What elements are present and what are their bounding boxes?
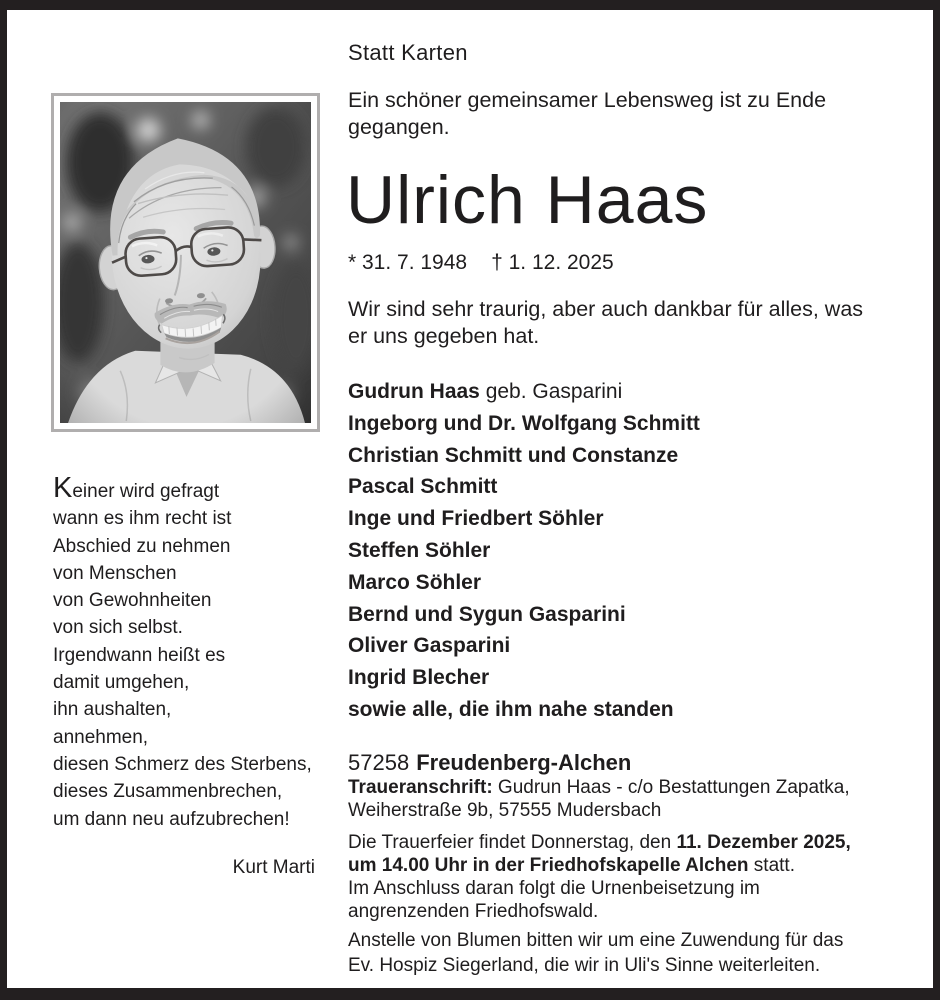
mourner-item: Bernd und Sygun Gasparini [348, 602, 626, 626]
mourner-item: Ingeborg und Dr. Wolfgang Schmitt [348, 411, 700, 435]
statt-karten-note: Statt Karten [348, 40, 468, 65]
mourner-item: Inge und Friedbert Söhler [348, 507, 604, 531]
funeral-date: 11. Dezember 2025, [676, 832, 851, 853]
poem-line: annehmen, [53, 726, 149, 748]
mourner-item: Pascal Schmitt [348, 475, 498, 499]
funeral-text: Im Anschluss daran folgt die Urnenbeisetzung im [348, 878, 760, 899]
gratitude-text: Wir sind sehr traurig, aber auch dankbar für alles, was er uns gegeben hat. [348, 297, 864, 348]
mourners-list [348, 376, 908, 726]
mourner-widow-maiden-name: geb. Gasparini [479, 380, 623, 403]
deceased-name: Ulrich Haas [346, 162, 709, 238]
mourner-widow-name: Gudrun Haas [348, 380, 480, 403]
poem-line: Abschied zu nehmen [53, 535, 231, 557]
mourner-item: sowie alle, die ihm nahe standen [348, 697, 674, 721]
intro-text: Ein schöner gemeinsamer Lebensweg ist zu Ende gegangen. [348, 88, 827, 139]
funeral-text: angrenzenden Friedhofswald. [348, 901, 599, 922]
poem-line: von sich selbst. [53, 617, 183, 639]
poem-first-line: einer wird gefragt [72, 481, 220, 502]
photo-vignette [60, 102, 311, 423]
mourning-address [348, 776, 893, 822]
portrait-photo-frame [51, 93, 320, 432]
poem-line: um dann neu aufzubrechen! [53, 808, 290, 830]
life-dates [348, 251, 614, 275]
mourner-item: Steffen Söhler [348, 538, 491, 562]
poem-line: von Gewohnheiten [53, 590, 212, 612]
mourner-item: Christian Schmitt und Constanze [348, 443, 679, 467]
donation-line: Anstelle von Blumen bitten wir um eine Zuwendung für das [348, 930, 844, 951]
funeral-text: statt. [748, 855, 795, 876]
mourner-item: Ingrid Blecher [348, 666, 490, 690]
donation-line: Ev. Hospiz Siegerland, die wir in Uli's Sinne weiterleiten. [348, 954, 821, 976]
mourning-address-value: Gudrun Haas - c/o Bestattungen Zapatka, Weiherstraße 9b, 57555 Mudersbach [348, 777, 850, 821]
funeral-time-place: um 14.00 Uhr in der Friedhofskapelle Alchen [348, 855, 749, 876]
mourner-item: Oliver Gasparini [348, 634, 511, 658]
place-line [348, 750, 631, 776]
poem-line: von Menschen [53, 562, 177, 584]
funeral-info [348, 831, 908, 923]
poem-line: damit umgehen, [53, 672, 190, 694]
poem-line: ihn aushalten, [53, 699, 172, 721]
birth-date: * 31. 7. 1948 [348, 251, 468, 274]
poem-line: wann es ihm recht ist [53, 508, 232, 530]
place-name: Freudenberg-Alchen [416, 750, 632, 775]
poem-line: diesen Schmerz des Sterbens, [53, 753, 312, 775]
poem-line [53, 472, 315, 505]
poem-author: Kurt Marti [232, 856, 315, 878]
donation-request [348, 929, 908, 978]
mourner-item: Marco Söhler [348, 570, 482, 594]
funeral-text: Die Trauerfeier findet Donnerstag, den [348, 832, 677, 853]
portrait-photo [60, 102, 311, 423]
mourner-widow [348, 376, 908, 408]
death-date: † 1. 12. 2025 [491, 251, 614, 274]
poem-line: dieses Zusammenbrechen, [53, 781, 283, 803]
poem-line: Irgendwann heißt es [53, 644, 226, 666]
poem-drop-cap: K [53, 472, 73, 504]
postal-code: 57258 [348, 750, 410, 775]
memorial-poem [53, 472, 315, 881]
mourning-address-label: Traueranschrift: [348, 777, 493, 798]
